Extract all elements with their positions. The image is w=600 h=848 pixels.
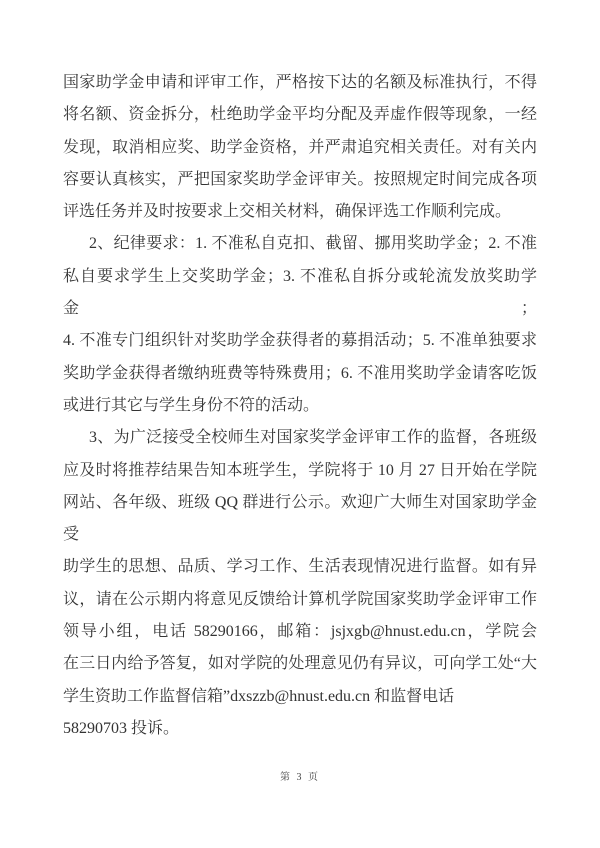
text-line: 应及时将推荐结果告知本班学生，学院将于 10 月 27 日开始在学院: [63, 461, 537, 479]
text-line: 私自要求学生上交奖助学金；3. 不准私自拆分或轮流发放奖助学金；: [63, 267, 537, 318]
paragraph-3: [63, 422, 537, 745]
text-line: 在三日内给予答复，如对学院的处理意见仍有异议，可向学工处“大: [63, 655, 537, 673]
page-footer: [0, 768, 600, 783]
paragraph-1: [63, 67, 537, 228]
text-line: 3、为广泛接受全校师生对国家奖学金评审工作的监督，各班级: [89, 429, 537, 447]
text-line: 2、纪律要求：1. 不准私自克扣、截留、挪用奖助学金；2. 不准: [89, 235, 537, 253]
text-line: 奖助学金获得者缴纳班费等特殊费用；6. 不准用奖助学金请客吃饭: [63, 364, 537, 382]
text-line: 58290703 投诉。: [63, 719, 180, 737]
text-line: 容要认真核实，严把国家奖助学金评审关。按照规定时间完成各项: [63, 170, 537, 188]
text-line: 发现，取消相应奖、助学金资格，并严肃追究相关责任。对有关内: [63, 138, 537, 156]
page-number: 第 3 页: [280, 772, 320, 783]
text-line: 4. 不准专门组织针对奖助学金获得者的募捐活动；5. 不准单独要求: [63, 332, 537, 350]
text-line: 网站、各年级、班级 QQ 群进行公示。欢迎广大师生对国家助学金受: [63, 493, 537, 544]
paragraph-2: [63, 228, 537, 422]
text-line: 学生资助工作监督信箱”dxszzb@hnust.edu.cn 和监督电话: [63, 687, 455, 705]
text-line: 领导小组，电话 58290166，邮箱：jsjxgb@hnust.edu.cn，学院会: [63, 623, 537, 641]
text-line: 国家助学金申请和评审工作，严格按下达的名额及标准执行，不得: [63, 74, 537, 91]
text-line: 将名额、资金拆分，杜绝助学金平均分配及弄虚作假等现象，一经: [63, 106, 537, 124]
text-line: 或进行其它与学生身份不符的活动。: [63, 396, 320, 414]
text-line: 助学生的思想、品质、学习工作、生活表现情况进行监督。如有异: [63, 558, 537, 576]
text-line: 评选任务并及时按要求上交相关材料，确保评选工作顺利完成。: [63, 203, 512, 221]
document-body: [63, 67, 537, 745]
text-line: 议，请在公示期内将意见反馈给计算机学院国家奖助学金评审工作: [63, 590, 537, 608]
